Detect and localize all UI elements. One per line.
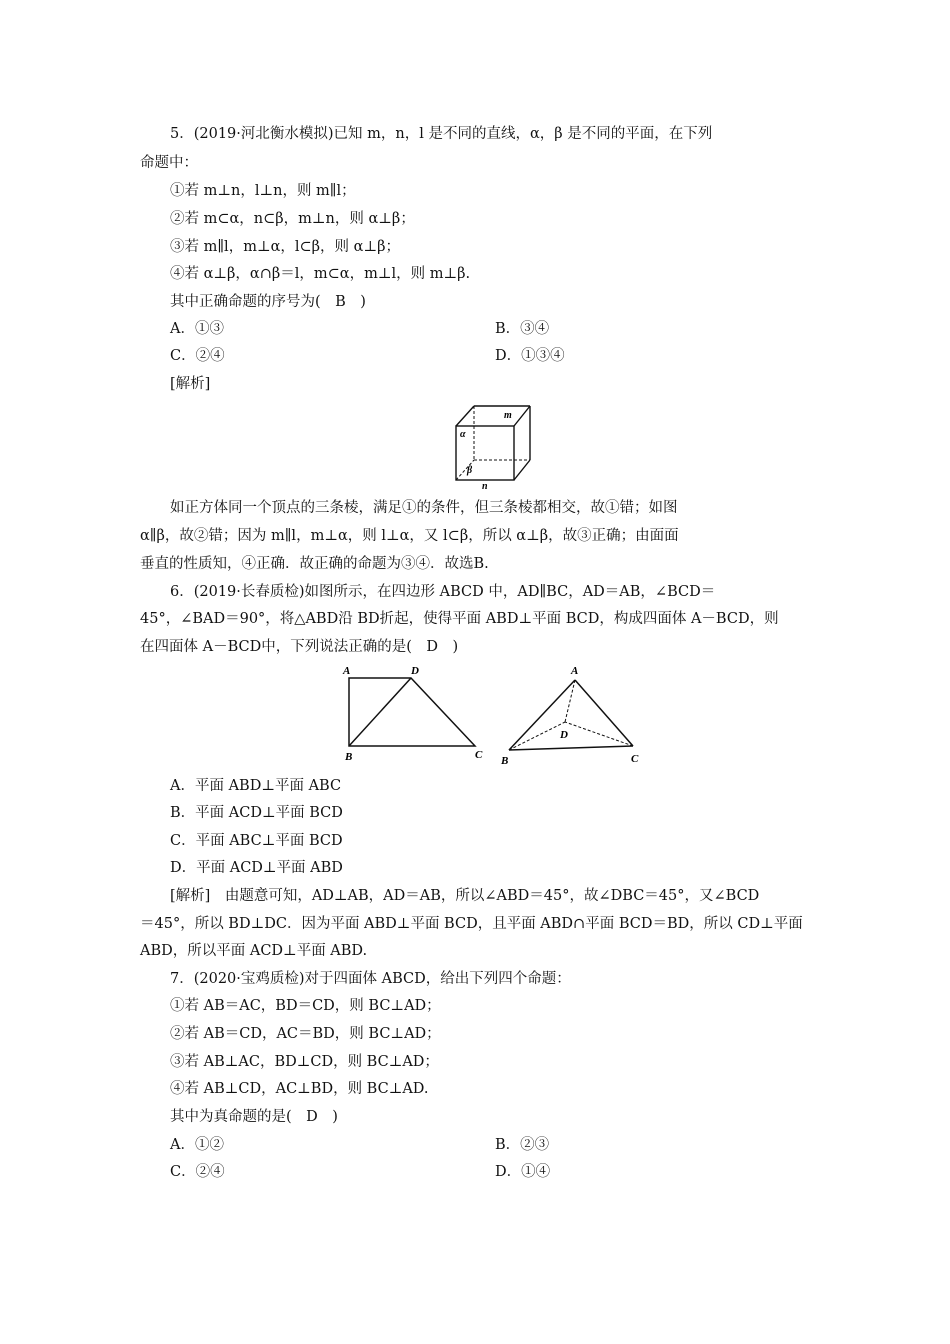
- q7-stem-line1: 7．(2020·宝鸡质检)对于四面体 ABCD，给出下列四个命题：: [170, 971, 571, 987]
- q6-analysis-line1: [解析] 由题意可知，AD⊥AB，AD＝AB，所以∠ABD＝45°，故∠DBC＝45°，又∠BCD: [170, 888, 760, 904]
- q6-option-c: C．平面 ABC⊥平面 BCD: [170, 833, 343, 849]
- cube-figure: [440, 400, 540, 492]
- cube-label-alpha: α: [460, 429, 466, 440]
- q5-proposition-1: ①若 m⊥n，l⊥n，则 m∥l；: [170, 183, 356, 199]
- q7-proposition-2: ②若 AB＝CD，AC＝BD，则 BC⊥AD；: [170, 1026, 441, 1042]
- quad-label-a: A: [343, 665, 351, 677]
- q5-option-b: B．③④: [495, 321, 550, 337]
- q6-option-b: B．平面 ACD⊥平面 BCD: [170, 805, 343, 821]
- tetrahedron-figure: [495, 660, 650, 770]
- q5-analysis-line2: α∥β，故②错；因为 m∥l，m⊥α，则 l⊥α，又 l⊂β，所以 α⊥β，故③正确；由面面: [140, 528, 679, 544]
- q7-proposition-1: ①若 AB＝AC，BD＝CD，则 BC⊥AD；: [170, 998, 441, 1014]
- quad-label-b: B: [345, 751, 353, 763]
- q5-stem-line1: 5．(2019·河北衡水模拟)已知 m，n，l 是不同的直线，α，β 是不同的平面，在下列: [170, 126, 713, 142]
- q5-analysis-line1: 如正方体同一个顶点的三条棱，满足①的条件，但三条棱都相交，故①错；如图: [170, 500, 678, 516]
- tetra-label-c: C: [631, 753, 639, 765]
- q7-option-a: A．①②: [170, 1137, 224, 1153]
- cube-label-beta: β: [467, 465, 473, 476]
- tetra-label-b: B: [501, 755, 509, 767]
- q5-option-c: C．②④: [170, 348, 225, 364]
- q6-option-a: A．平面 ABD⊥平面 ABC: [170, 778, 342, 794]
- q6-stem-line1: 6．(2019·长春质检)如图所示，在四边形 ABCD 中，AD∥BC，AD＝AB，∠BCD＝: [170, 584, 716, 600]
- q7-proposition-4: ④若 AB⊥CD，AC⊥BD，则 BC⊥AD.: [170, 1081, 429, 1097]
- q7-proposition-3: ③若 AB⊥AC，BD⊥CD，则 BC⊥AD；: [170, 1054, 439, 1070]
- q5-option-d: D．①③④: [495, 348, 565, 364]
- q5-proposition-4: ④若 α⊥β，α∩β＝l，m⊂α，m⊥l，则 m⊥β.: [170, 266, 471, 282]
- q6-stem-line3: 在四面体 A－BCD中，下列说法正确的是( D ): [140, 639, 459, 655]
- q7-option-c: C．②④: [170, 1164, 225, 1180]
- quad-label-d: D: [411, 665, 419, 677]
- q7-option-d: D．①④: [495, 1164, 551, 1180]
- q6-stem-line2: 45°，∠BAD＝90°，将△ABD沿 BD折起，使得平面 ABD⊥平面 BCD，构成四面体 A－BCD，则: [140, 611, 779, 627]
- q6-analysis-line3: ABD，所以平面 ACD⊥平面 ABD.: [140, 943, 368, 959]
- q5-question: 其中正确命题的序号为( B ): [170, 294, 366, 310]
- q5-proposition-3: ③若 m∥l，m⊥α，l⊂β，则 α⊥β；: [170, 239, 400, 255]
- q5-proposition-2: ②若 m⊂α，n⊂β，m⊥n，则 α⊥β；: [170, 211, 415, 227]
- q6-option-d: D．平面 ACD⊥平面 ABD: [170, 860, 343, 876]
- q5-analysis-line3: 垂直的性质知，④正确．故正确的命题为③④．故选B.: [140, 556, 489, 572]
- q5-analysis-label: [解析]: [170, 376, 211, 392]
- q7-option-b: B．②③: [495, 1137, 550, 1153]
- q5-option-a: A．①③: [170, 321, 224, 337]
- quadrilateral-figure: [335, 660, 495, 766]
- cube-label-m: m: [504, 410, 512, 421]
- q5-stem-line2: 命题中：: [140, 155, 198, 171]
- tetra-label-d: D: [560, 729, 568, 741]
- cube-label-n: n: [482, 481, 488, 492]
- quad-label-c: C: [475, 749, 483, 761]
- q6-analysis-line2: ＝45°，所以 BD⊥DC．因为平面 ABD⊥平面 BCD，且平面 ABD∩平面 BCD＝BD，所以 CD⊥平面: [140, 916, 803, 932]
- tetra-label-a: A: [571, 665, 579, 677]
- q7-question: 其中为真命题的是( D ): [170, 1109, 338, 1125]
